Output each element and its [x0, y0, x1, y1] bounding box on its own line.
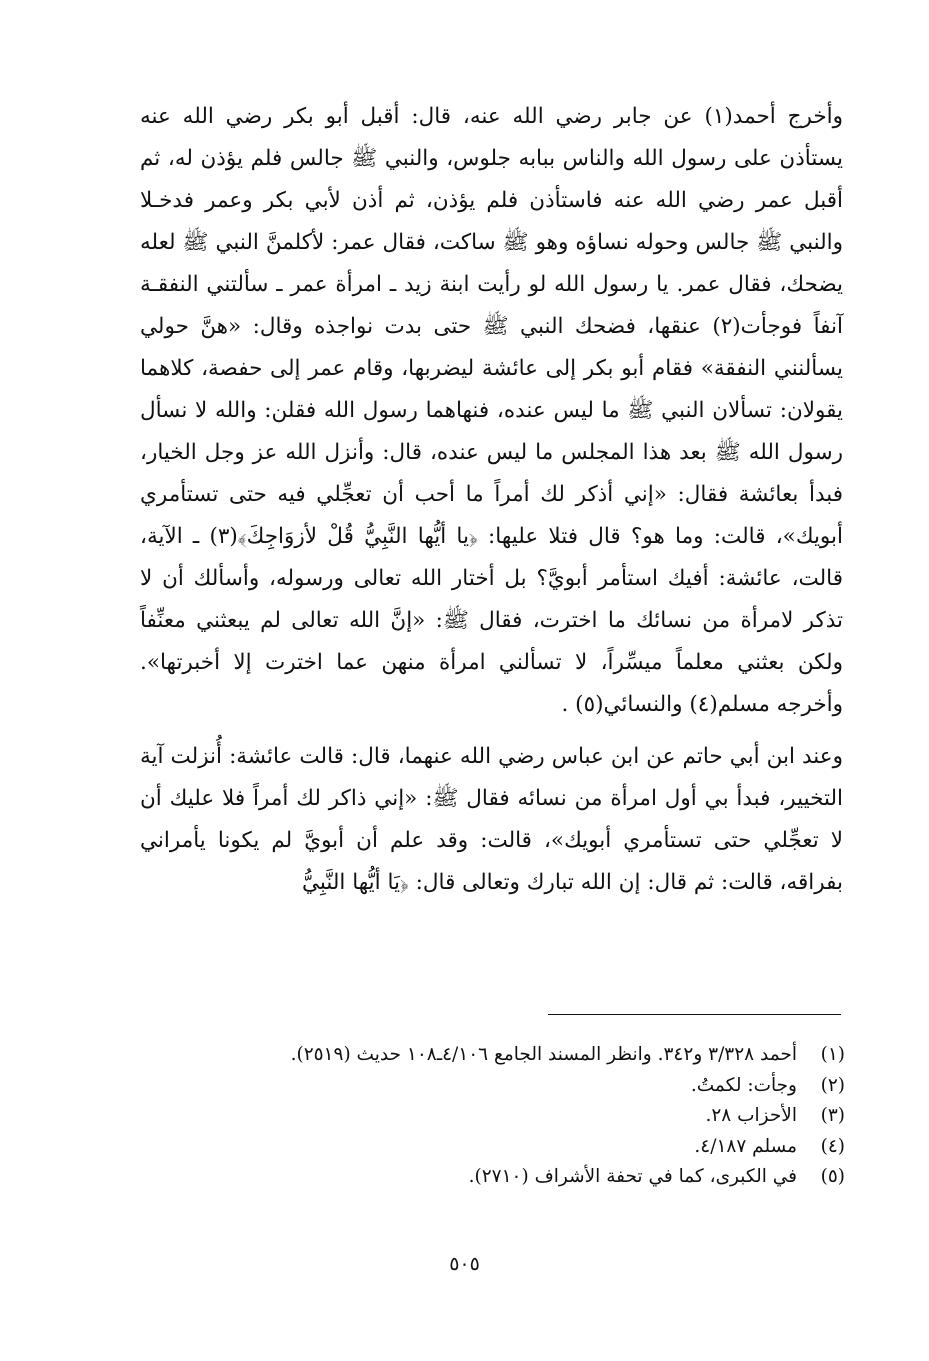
- main-text: [140, 96, 843, 904]
- paragraph-2-text: وعند ابن أبي حاتم عن ابن عباس رضي الله عنهما، قال: قالت عائشة: أُنزلت آية التخيير، فبدأ بي أول امرأة من نسائه فقال ﷺ: «إني ذاكر لك أمراً فلا عليك أن لا تعجِّلي حتى تستأمري أبويك»، قالت: وقد علم أن أبويَّ لم يكونا يأمراني بفراقه، قالت: ثم قال: إن الله تبارك وتعالى قال: ﴿يَا أيُّها النَّبِيُّ: [140, 744, 843, 895]
- page-number: ٥٠٥: [449, 1253, 480, 1275]
- footnote-text: مسلم ٤/١٨٧.: [694, 1135, 797, 1157]
- footnotes: [140, 1040, 845, 1193]
- footnote-text: الأحزاب ٢٨.: [705, 1105, 797, 1126]
- footnote-text: في الكبرى، كما في تحفة الأشراف (٢٧١٠).: [468, 1166, 797, 1187]
- footnote-text: أحمد ٣/٣٢٨ و٣٤٢. وانظر المسند الجامع ٤/١٠٦ـ١٠٨ حديث (٢٥١٩).: [290, 1044, 797, 1065]
- footnote-3: [140, 1101, 845, 1131]
- footnote-number: (٢): [820, 1074, 845, 1096]
- footnote-number: (٤): [820, 1135, 845, 1157]
- paragraph-1: [140, 96, 843, 726]
- paragraph-1-text: وأخرج أحمد(١) عن جابر رضي الله عنه، قال: أقبل أبو بكر رضي الله عنه يستأذن على رسول الله والناس ببابه جلوس، والنبي ﷺ جالس فلم يؤذن له، ثم أقبل عمر رضي الله عنه فاستأذن فلم يؤذن، ثم أذن لأبي بكر وعمر فدخـلا والنبي ﷺ جالس وحوله نساؤه وهو ﷺ ساكت، فقال عمر: لأكلمنَّ النبي ﷺ لعله يضحك، فقال عمر. يا رسول الله لو رأيت ابنة زيد ـ امرأة عمر ـ سألتني النفقـة آنفاً فوجأت(٢) عنقها، فضحك النبي ﷺ حتى بدت نواجذه وقال: «هنَّ حولي يسألنني النفقة» فقام أبو بكر إلى عائشة ليضربها، وقام عمر إلى حفصة، كلاهما يقولان: تسألان النبي ﷺ ما ليس عنده، فنهاهما رسول الله فقلن: والله لا نسأل رسول الله ﷺ بعد هذا المجلس ما ليس عنده، قال: وأنزل الله عز وجل الخيار، فبدأ بعائشة فقال: «إني أذكر لك أمراً ما أحب أن تعجِّلي فيه حتى تستأمري أبويك»، قالت: وما هو؟ قال فتلا عليها: ﴿يا أيُّها النَّبِيُّ قُلْ لأزوَاجِكَ﴾(٣) ـ الآية، قالت، عائشة: أفيك استأمر أبويَّ؟ بل أختار الله تعالى ورسوله، وأسألك أن لا تذكر لامرأة من نسائك ما اخترت، فقال ﷺ: «إنَّ الله تعالى لم يبعثني معنِّفاً ولكن بعثني معلماً ميسِّراً، لا تسألني امرأة منهن عما اخترت إلا أخبرتها». وأخرجه مسلم(٤) والنسائي(٥) .: [140, 104, 843, 717]
- footnote-number: (١): [820, 1044, 845, 1065]
- footnote-5: [140, 1162, 845, 1192]
- footnote-number: (٣): [820, 1105, 845, 1126]
- paragraph-2: [140, 736, 843, 904]
- footnote-4: [140, 1132, 845, 1162]
- footnote-divider: [548, 1014, 841, 1015]
- footnote-1: [140, 1040, 845, 1070]
- footnote-text: وجأت: لكمتُ.: [690, 1074, 797, 1096]
- footnote-2: [140, 1071, 845, 1101]
- footnote-number: (٥): [820, 1166, 845, 1187]
